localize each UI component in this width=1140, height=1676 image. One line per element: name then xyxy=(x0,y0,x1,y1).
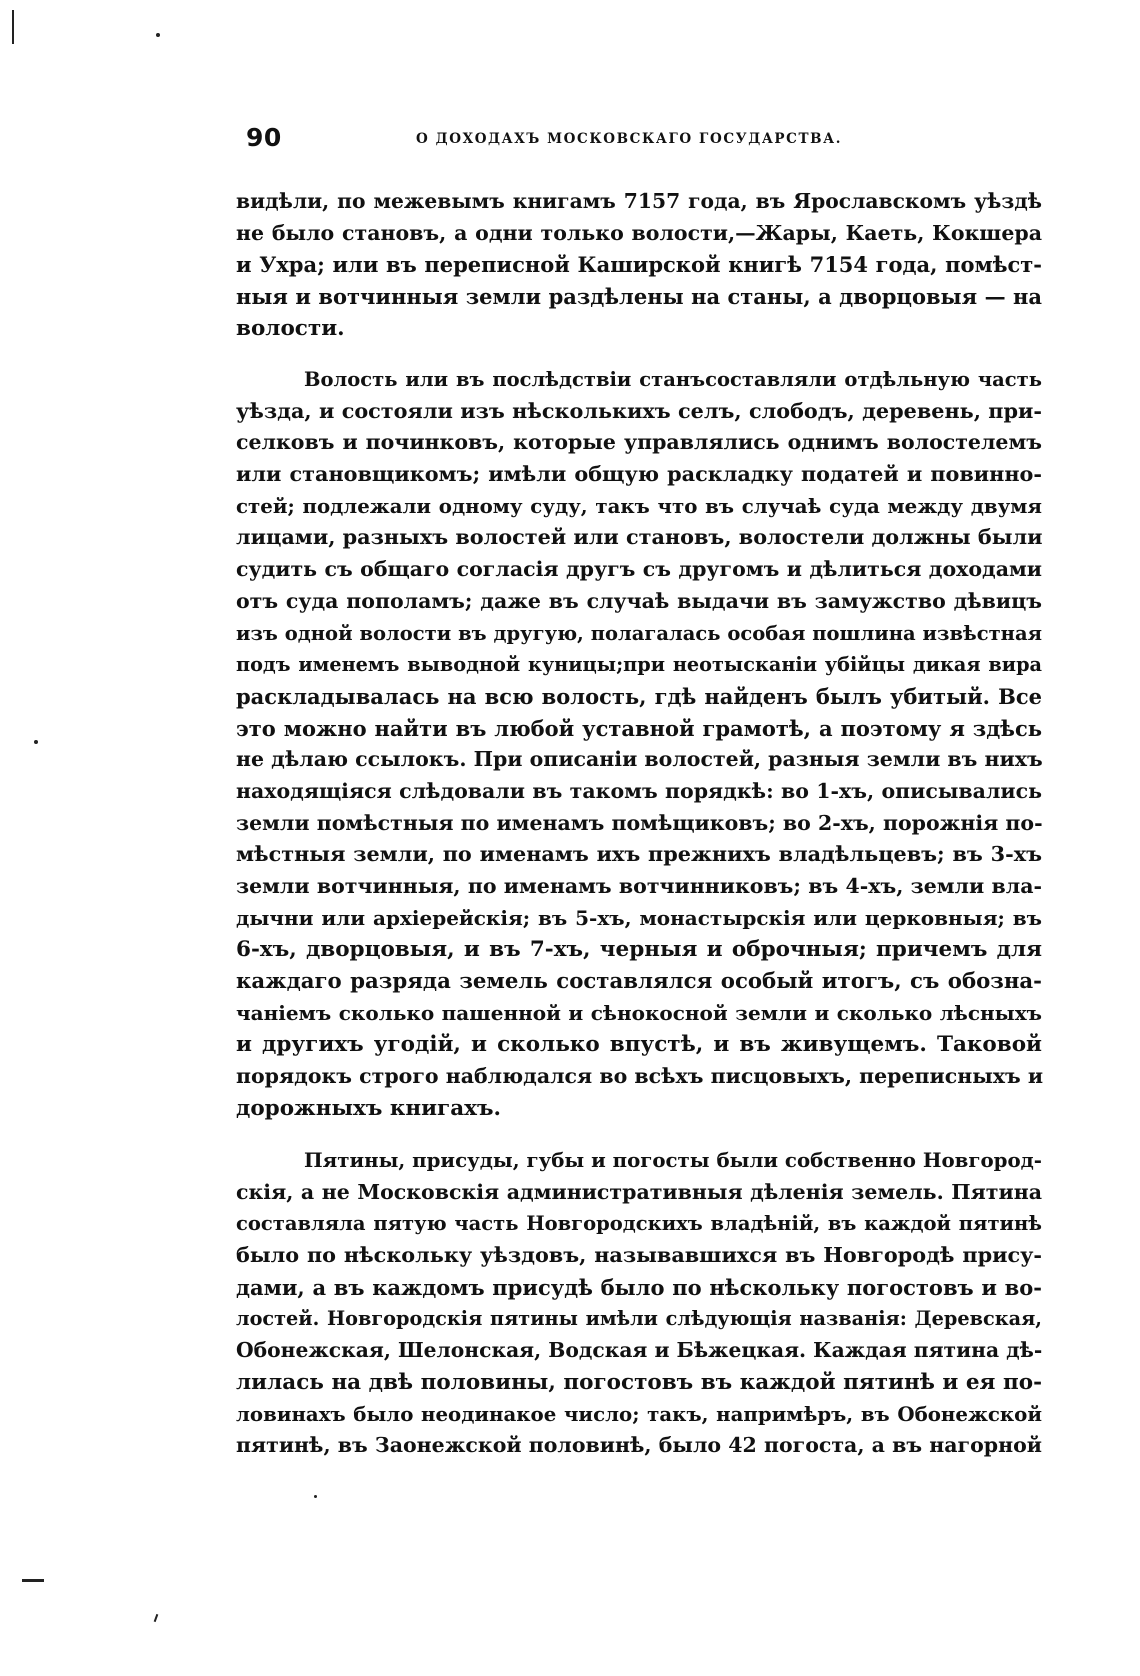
text-line: и другихъ угодій, и сколько впустѣ, и въ живущемъ. Таковой xyxy=(236,1032,1042,1058)
scan-margin-mark xyxy=(22,1579,44,1582)
page-header xyxy=(246,123,1042,151)
text-line: уѣзда, и состояли изъ нѣсколькихъ селъ, слободъ, деревень, при- xyxy=(236,398,1042,423)
text-line: порядокъ строго наблюдался во всѣхъ писцовыхъ, переписныхъ и xyxy=(236,1064,1044,1089)
text-line: было по нѣскольку уѣздовъ, называвшихся въ Новгородѣ прису- xyxy=(236,1243,1042,1268)
scan-speck xyxy=(314,1495,317,1498)
text-line: или становщикомъ; имѣли общую раскладку податей и повинно- xyxy=(236,462,1042,487)
text-line: каждаго разряда земель составлялся особый итогъ, съ обозна- xyxy=(236,969,1042,995)
text-line: подъ именемъ выводной куницы;при неотысканіи убійцы дикая вира xyxy=(236,653,1042,677)
text-line: ныя и вотчинныя земли раздѣлены на станы, а дворцовыя — на xyxy=(236,284,1042,310)
text-line: лицами, разныхъ волостей или становъ, волостели должны были xyxy=(236,525,1043,550)
paragraph-2 xyxy=(236,364,1042,1125)
text-line: земли вотчинныя, по именамъ вотчинниковъ; въ 4-хъ, земли вла- xyxy=(236,874,1042,898)
text-line: составляла пятую часть Новгородскихъ владѣній, въ каждой пятинѣ xyxy=(236,1212,1042,1236)
running-head: О ДОХОДАХЪ МОСКОВСКАГО ГОСУДАРСТВА. xyxy=(416,131,843,147)
text-line: это можно найти въ любой уставной грамотѣ, а поэтому я здѣсь xyxy=(236,715,1042,741)
paragraph-3 xyxy=(236,1145,1042,1462)
text-line: волости. xyxy=(236,315,345,341)
text-line: Пятины, присуды, губы и погосты были собственно Новгород- xyxy=(304,1148,1042,1172)
text-line: мѣстныя земли, по именамъ ихъ прежнихъ владѣльцевъ; въ 3-хъ xyxy=(236,842,1042,867)
text-line: стей; подлежали одному суду, такъ что въ случаѣ суда между двумя xyxy=(236,493,1042,518)
text-line: чаніемъ сколько пашенной и сѣнокосной земли и сколько лѣсныхъ xyxy=(236,1000,1042,1025)
scan-speck xyxy=(156,33,160,37)
text-line: Обонежская, Шелонская, Водская и Бѣжецкая. Каждая пятина дѣ- xyxy=(236,1338,1043,1363)
text-line: отъ суда пополамъ; даже въ случаѣ выдачи въ замужство дѣвицъ xyxy=(236,588,1042,613)
text-line: видѣли, по межевымъ книгамъ 7157 года, въ Ярославскомъ уѣздѣ xyxy=(236,189,1042,213)
text-line: земли помѣстныя по именамъ помѣщиковъ; во 2-хъ, порожнія по- xyxy=(236,810,1043,835)
text-line: и Ухра; или въ переписной Каширской книгѣ 7154 года, помѣст- xyxy=(236,252,1042,278)
page-number: 90 xyxy=(246,123,282,152)
scan-speck xyxy=(34,740,38,744)
text-line: лостей. Новгородскія пятины имѣли слѣдующія названія: Деревская, xyxy=(236,1307,1042,1331)
text-line: дычни или архіерейскія; въ 5-хъ, монастырскія или церковныя; въ xyxy=(236,905,1042,930)
scan-margin-mark xyxy=(12,10,14,44)
text-line: судить съ общаго согласія другъ съ другомъ и дѣлиться доходами xyxy=(236,557,1042,582)
text-line: пятинѣ, въ Заонежской половинѣ, было 42 погоста, а въ нагорной xyxy=(236,1433,1042,1458)
text-line: 6-хъ, дворцовыя, и въ 7-хъ, черныя и оброчныя; причемъ для xyxy=(236,937,1042,963)
text-line: изъ одной волости въ другую, полагалась особая пошлина извѣстная xyxy=(236,621,1042,645)
text-line: не дѣлаю ссылокъ. При описаніи волостей, разныя земли въ нихъ xyxy=(236,747,1043,772)
text-line: раскладывалась на всю волость, гдѣ найденъ былъ убитый. Все xyxy=(236,683,1042,709)
text-line: дами, а въ каждомъ присудѣ было по нѣскольку погостовъ и во- xyxy=(236,1274,1042,1300)
text-line: селковъ и починковъ, которые управлялись однимъ волостелемъ xyxy=(236,430,1042,455)
text-line: Волость или въ послѣдствіи станъсоставляли отдѣльную часть xyxy=(304,368,1042,391)
text-line: ловинахъ было неодинакое число; такъ, напримѣръ, въ Обонежской xyxy=(236,1401,1042,1426)
text-line: находящіяся слѣдовали въ такомъ порядкѣ: во 1-хъ, описывались xyxy=(236,778,1042,803)
text-line: не было становъ, а одни только волости,—Жары, Каеть, Кокшера xyxy=(236,220,1042,245)
text-line: лилась на двѣ половины, погостовъ въ каждой пятинѣ и ея по- xyxy=(236,1369,1042,1395)
scan-margin-mark xyxy=(154,1614,159,1622)
paragraph-1 xyxy=(236,186,1042,344)
text-line: дорожныхъ книгахъ. xyxy=(236,1095,501,1121)
text-line: скія, а не Московскія административныя дѣленія земель. Пятина xyxy=(236,1179,1042,1204)
